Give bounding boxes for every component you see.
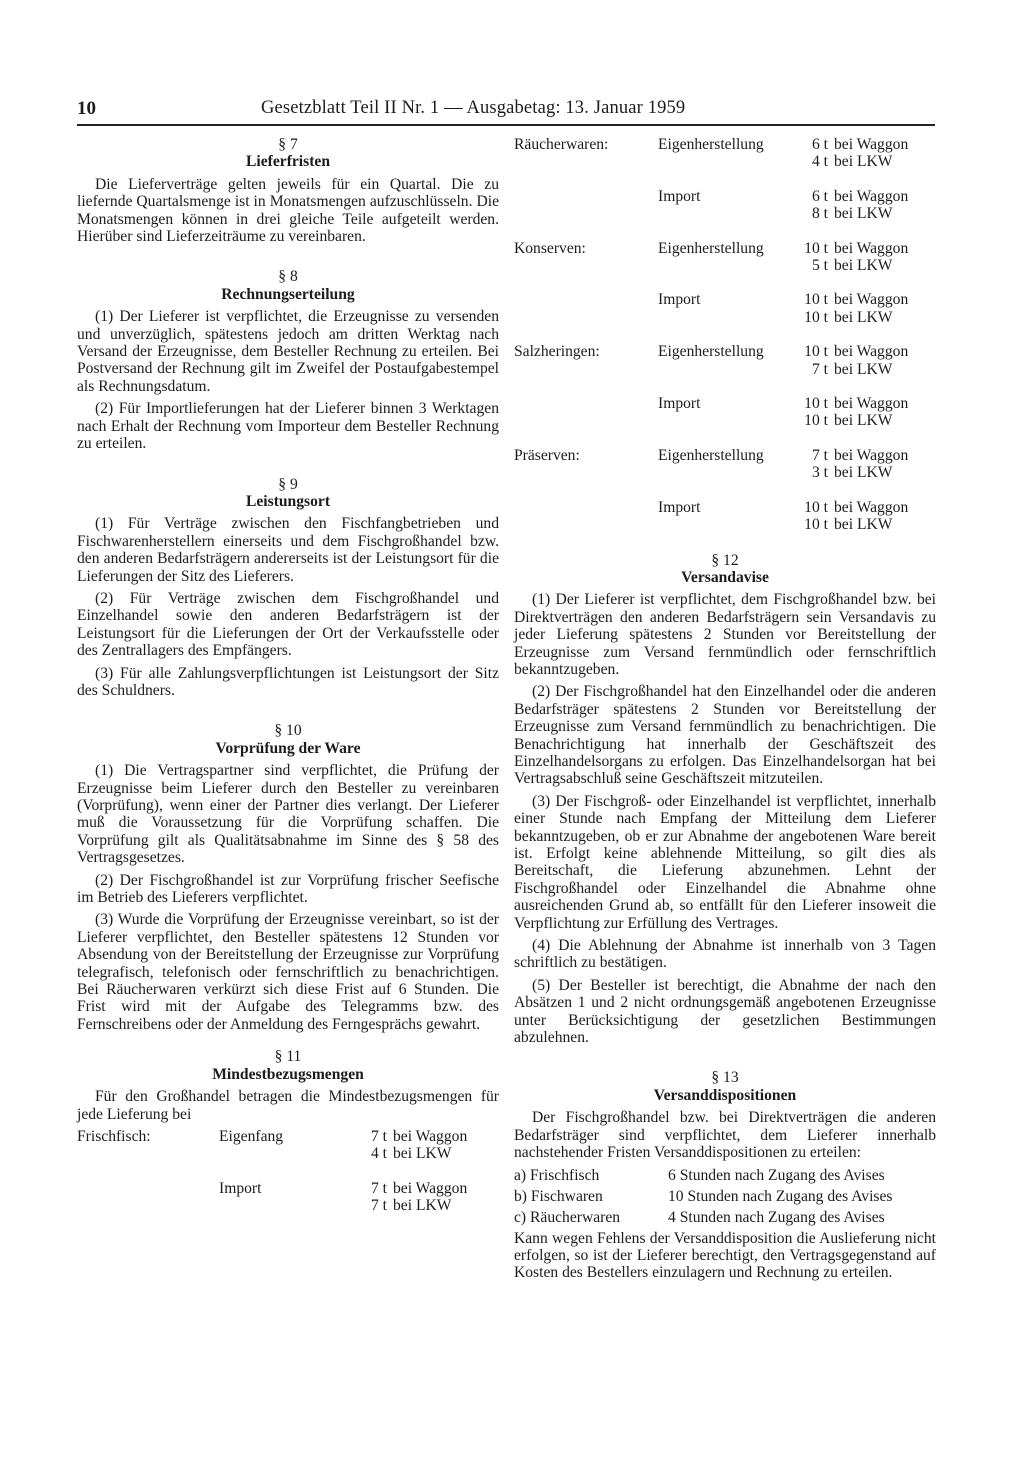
- paragraph: (1) Die Vertragspartner sind verpflichtet, die Prüfung der Erzeugnisse beim Lieferer durch den Besteller zu vereinbaren (Vorprüfung), wenn einer der Partner dies verlangt. Der Lieferer muß die Voraussetzung für die Vorprüfung schaffen. Die Vorprüfung gilt als Qualitätsabnahme im Sinne des § 58 des Vertragsgesetzes.: [77, 762, 499, 867]
- item-label: b) Fischwaren: [514, 1187, 603, 1205]
- paragraph: (4) Die Ablehnung der Abnahme ist innerhalb von 3 Tagen schriftlich zu bestätigen.: [514, 937, 936, 972]
- product-cell: [514, 291, 658, 308]
- table-row: [514, 205, 908, 222]
- quantity-cell: 8 t: [811, 205, 828, 223]
- page-header: [77, 98, 935, 126]
- quantity-cell: 10 t: [804, 395, 828, 413]
- quantity-cell: 7 t: [370, 1127, 387, 1145]
- unit-cell: bei LKW: [834, 205, 893, 223]
- quantity-cell: 7 t: [370, 1179, 387, 1197]
- left-column: [77, 136, 499, 1215]
- unit-cell: bei Waggon: [834, 291, 909, 309]
- quantity-cell: 7 t: [811, 446, 828, 464]
- paragraph: (5) Der Besteller ist berechtigt, die Abnahme der nach den Absätzen 1 und 2 nicht ordnungsgemäß angebotenen Erzeugnisse unter Berücksichtigung der gesetzlichen Bestimmungen abzulehnen.: [514, 976, 936, 1047]
- quantity-cell: 10 t: [804, 239, 828, 257]
- table-row: [514, 361, 908, 378]
- section-number: § 7: [278, 136, 298, 153]
- running-title: Gesetzblatt Teil II Nr. 1 — Ausgabetag: 13. Januar 1959: [261, 98, 686, 118]
- table-row: [514, 395, 908, 412]
- table-row: [77, 1128, 467, 1145]
- table-row: [514, 188, 908, 205]
- paragraph: Für den Großhandel betragen die Mindestbezugsmengen für jede Lieferung bei: [77, 1088, 499, 1123]
- quantity-cell: 6 t: [811, 187, 828, 205]
- quantity-cell: 10 t: [804, 412, 828, 430]
- table-row: [514, 257, 908, 274]
- paragraph: Die Lieferverträge gelten jeweils für ein Quartal. Die zu liefernde Quartalsmenge ist in Monatsmengen aufzuschlüsseln. Die Monatsmengen können in drei gleiche Teile aufgeteilt werden. Hierüber sind Lieferzeiträume zu vereinbaren.: [77, 175, 499, 246]
- page-number: 10: [77, 98, 96, 119]
- paragraph: Kann wegen Fehlens der Versanddisposition die Auslieferung nicht erfolgen, so ist der Lieferer berechtigt, den Vertragsgegenstand auf Kosten des Bestellers einzulagern und Rechnung zu erteilen.: [514, 1229, 936, 1282]
- source-cell: Import: [219, 1179, 262, 1197]
- unit-cell: bei LKW: [834, 257, 893, 275]
- unit-cell: bei Waggon: [834, 239, 909, 257]
- product-cell: [514, 499, 658, 516]
- quantity-cell: 7 t: [811, 360, 828, 378]
- table-row: [77, 1180, 467, 1197]
- product-cell: Frischfisch:: [77, 1127, 151, 1145]
- unit-cell: bei LKW: [834, 153, 893, 171]
- item-label: c) Räucherwaren: [514, 1208, 621, 1226]
- source-cell: Eigenherstellung: [658, 446, 764, 464]
- table-row: [514, 291, 908, 308]
- minimum-quantity-table: [77, 1128, 467, 1215]
- source-cell: Eigenfang: [219, 1127, 284, 1145]
- unit-cell: bei Waggon: [393, 1127, 468, 1145]
- table-row: [514, 464, 908, 481]
- paragraph: (3) Der Fischgroß- oder Einzelhandel ist verpflichtet, innerhalb einer Stunde nach Empfang der Mitteilung dem Lieferer bekanntzugeben, ob er zur Abnahme der angebotenen Ware bereit ist. Erfolgt keine ablehnende Mitteilung, so gilt dies als Bereitschaft, die Lieferung abzunehmen. Lehnt der Fischgroßhandel oder Einzelhandel die Abnahme ohne ausreichenden Grund ab, so entfällt für den Lieferer insoweit die Verpflichtung zur Erfüllung des Vertrages.: [514, 792, 936, 932]
- unit-cell: bei Waggon: [834, 446, 909, 464]
- paragraph: (2) Der Fischgroßhandel hat den Einzelhandel oder die anderen Bedarfsträger spätestens 2 Stunden vor Bereitstellung der Erzeugnisse zum Versand fernmündlich zu benachrichtigen. Die Benachrichtigung hat innerhalb der Geschäftszeit des Einzelhandelsorgans zu erfolgen. Das Einzelhandelsorgan hat bei Vertragsabschluß seine Geschäftszeit mitzuteilen.: [514, 683, 936, 788]
- source-cell: Import: [658, 187, 701, 205]
- unit-cell: bei LKW: [834, 308, 893, 326]
- list-item: [514, 1188, 893, 1209]
- item-label: a) Frischfisch: [514, 1166, 600, 1184]
- paragraph: (1) Der Lieferer ist verpflichtet, dem Fischgroßhandel bzw. bei Direktverträgen den anderen Bedarfsträgern sein Versandavis zu jeder Lieferung spätestens 2 Stunden vor Bereitstellung der Erzeugnisse zum Versand fernmündlich oder fernschriftlich bekanntzugeben.: [514, 591, 936, 678]
- unit-cell: bei Waggon: [834, 498, 909, 516]
- quantity-cell: 4 t: [370, 1145, 387, 1163]
- quantity-cell: 10 t: [804, 516, 828, 534]
- table-row: [514, 499, 908, 516]
- unit-cell: bei Waggon: [834, 187, 909, 205]
- unit-cell: bei LKW: [834, 412, 893, 430]
- section-title: Versandavise: [681, 568, 769, 586]
- product-cell: Räucherwaren:: [514, 136, 609, 153]
- table-row: [514, 447, 908, 464]
- product-cell: [514, 395, 658, 412]
- table-row: [514, 309, 908, 326]
- unit-cell: bei LKW: [834, 516, 893, 534]
- quantity-cell: 10 t: [804, 343, 828, 361]
- section-title: Rechnungserteilung: [221, 285, 355, 303]
- product-cell: [514, 188, 658, 205]
- paragraph: (1) Für Verträge zwischen den Fischfangbetrieben und Fischwarenherstellern einerseits und dem Fischgroßhandel bzw. den anderen Bedarfsträgern andererseits ist der Leistungsort für die Lieferungen der Sitz des Lieferers.: [77, 515, 499, 585]
- section-title: Lieferfristen: [246, 153, 330, 171]
- section-13: [514, 1069, 936, 1281]
- table-row: [77, 1197, 467, 1214]
- section-number: § 13: [711, 1069, 739, 1087]
- section-title: Mindestbezugsmengen: [212, 1065, 364, 1083]
- item-value: 6 Stunden nach Zugang des Avises: [668, 1166, 885, 1184]
- section-number: § 10: [274, 722, 302, 740]
- section-number: § 11: [274, 1048, 302, 1066]
- section-title: Versanddispositionen: [653, 1086, 797, 1104]
- item-value: 4 Stunden nach Zugang des Avises: [668, 1208, 885, 1226]
- product-cell: [77, 1180, 219, 1197]
- quantity-cell: 10 t: [804, 291, 828, 309]
- product-cell: Konserven:: [514, 239, 586, 257]
- quantity-cell: 3 t: [811, 464, 828, 482]
- unit-cell: bei Waggon: [834, 136, 909, 153]
- section-9: [77, 476, 499, 700]
- table-row: [514, 240, 908, 257]
- section-10: [77, 722, 499, 1033]
- paragraph: (2) Für Verträge zwischen dem Fischgroßhandel und Einzelhandel sowie den anderen Bedarfsträgern ist der Leistungsort für die Lieferungen der Ort der Verkaufsstelle oder des Zentrallagers des Empfängers.: [77, 589, 499, 660]
- paragraph: (3) Wurde die Vorprüfung der Erzeugnisse vereinbart, so ist der Lieferer verpflichtet, den Besteller spätestens 12 Stunden vor Absendung von der Bereitstellung der Erzeugnisse zur Vorprüfung telegrafisch, telefonisch oder fernschriftlich zu benachrichtigen. Bei Räucherwaren verkürzt sich diese Frist auf 6 Stunden. Die Frist wird mit der Aufgabe des Telegramms bzw. des Fernschreibens oder der Anmeldung des Ferngesprächs gewahrt.: [77, 911, 499, 1033]
- paragraph: (2) Für Importlieferungen hat der Lieferer binnen 3 Werktagen nach Erhalt der Rechnung vom Importeur dem Besteller Rechnung zu erteilen.: [77, 400, 499, 453]
- quantity-cell: 7 t: [370, 1197, 387, 1215]
- unit-cell: bei Waggon: [834, 395, 909, 413]
- table-row: [514, 412, 908, 429]
- quantity-cell: 5 t: [811, 257, 828, 275]
- section-12: [514, 552, 936, 1047]
- section-title: Leistungsort: [245, 492, 331, 510]
- table-row: [77, 1145, 467, 1162]
- section-number: § 12: [711, 551, 739, 569]
- source-cell: Eigenherstellung: [658, 239, 764, 257]
- quantity-cell: 10 t: [804, 308, 828, 326]
- section-8: [77, 268, 499, 452]
- section-11: [77, 1048, 499, 1214]
- paragraph: (1) Der Lieferer ist verpflichtet, die Erzeugnisse zu versenden und unverzüglich, spätestens jedoch am dritten Werktag nach Versand der Erzeugnisse, dem Besteller Rechnung zu erteilen. Bei Postversand der Rechnung gilt im Zweifel der Postaufgabestempel als Rechnungsdatum.: [77, 308, 499, 395]
- unit-cell: bei LKW: [393, 1197, 452, 1215]
- source-cell: Import: [658, 395, 701, 413]
- quantity-cell: 6 t: [811, 136, 828, 153]
- source-cell: Import: [658, 498, 701, 516]
- section-title: Vorprüfung der Ware: [215, 739, 361, 757]
- dispatch-deadline-list: [514, 1167, 893, 1230]
- product-cell: Salzheringen:: [514, 343, 600, 361]
- unit-cell: bei Waggon: [393, 1179, 468, 1197]
- source-cell: Eigenherstellung: [658, 136, 764, 153]
- paragraph: Der Fischgroßhandel bzw. bei Direktverträgen die anderen Bedarfsträger sind verpflichtet, dem Lieferer innerhalb nachstehender Fristen Versanddispositionen zu erteilen:: [514, 1109, 936, 1162]
- right-column: [514, 136, 936, 1287]
- table-row: [514, 136, 908, 153]
- section-7: [77, 136, 499, 245]
- source-cell: Import: [658, 291, 701, 309]
- section-number: § 9: [278, 475, 298, 493]
- quantity-cell: 4 t: [811, 153, 828, 171]
- table-row: [514, 516, 908, 533]
- product-cell: Präserven:: [514, 446, 580, 464]
- minimum-quantity-table-continued: [514, 136, 908, 534]
- unit-cell: bei Waggon: [834, 343, 909, 361]
- list-item: [514, 1209, 893, 1230]
- item-value: 10 Stunden nach Zugang des Avises: [668, 1187, 893, 1205]
- unit-cell: bei LKW: [834, 360, 893, 378]
- source-cell: Eigenherstellung: [658, 343, 764, 361]
- section-number: § 8: [278, 268, 298, 286]
- paragraph: (2) Der Fischgroßhandel ist zur Vorprüfung frischer Seefische im Betrieb des Lieferers verpflichtet.: [77, 871, 499, 907]
- list-item: [514, 1167, 893, 1188]
- unit-cell: bei LKW: [834, 464, 893, 482]
- unit-cell: bei LKW: [393, 1145, 452, 1163]
- quantity-cell: 10 t: [804, 498, 828, 516]
- table-row: [514, 153, 908, 170]
- table-row: [514, 343, 908, 360]
- paragraph: (3) Für alle Zahlungsverpflichtungen ist Leistungsort der Sitz des Schuldners.: [77, 664, 499, 699]
